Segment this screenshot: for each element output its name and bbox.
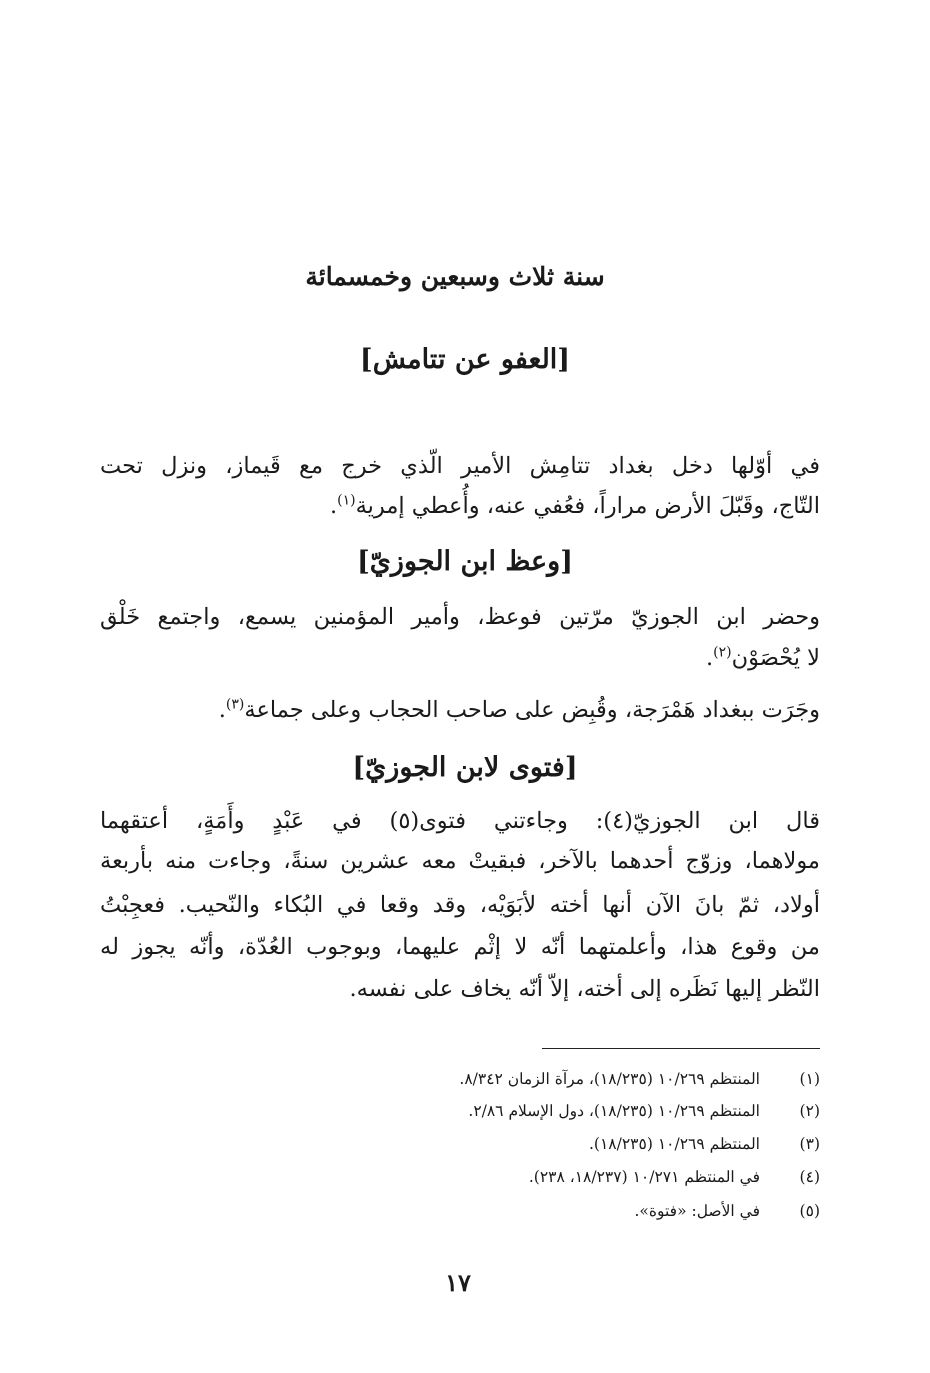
body-line: في أوّلها دخل بغداد تتامِش الأمير الّذي خرج مع قَيماز، ونزل تحت <box>100 453 820 479</box>
footnote-item <box>529 1168 820 1186</box>
body-line: قال ابن الجوزيّ(٤): وجاءتني فتوى(٥) في عَبْدٍ وأَمَةٍ، أعتقهما <box>100 808 820 834</box>
footnote-item <box>589 1135 820 1153</box>
body-line: مولاهما، وزوّج أحدهما بالآخر، فبقيتْ معه عشرين سنةً، وجاءت منه بأربعة <box>100 848 820 874</box>
footnote-number: (٤) <box>799 1168 820 1186</box>
footnote-text: المنتظم ١٠/٢٦٩ (١٨/٢٣٥)، دول الإسلام ٢/٨٦. <box>468 1102 760 1120</box>
section-heading-amnesty: [العفو عن تتامش] <box>359 344 571 375</box>
body-line: لا يُحْصَوْن$^{(٢)}$. <box>705 644 820 671</box>
footnote-number: (٢) <box>799 1102 820 1120</box>
footnote-item <box>634 1202 820 1220</box>
page-number: ١٧ <box>445 1268 471 1297</box>
footnote-text: في المنتظم ١٠/٢٧١ (١٨/٢٣٧، ٢٣٨). <box>528 1168 760 1186</box>
footnote-text: المنتظم ١٠/٢٦٩ (١٨/٢٣٥). <box>589 1135 760 1153</box>
footnote-item <box>468 1102 820 1120</box>
body-line: وجَرَت ببغداد هَمْرَجة، وقُبِض على صاحب الحجاب وعلى جماعة$^{(٣)}$. <box>218 696 820 723</box>
body-line: النّظر إليها نَظَره إلى أخته، إلاّ أنّه يخاف على نفسه. <box>349 976 820 1002</box>
footnote-divider <box>542 1048 820 1049</box>
footnote-number: (١) <box>799 1070 820 1088</box>
body-line: من وقوع هذا، وأعلمتهما أنّه لا إثْم عليهما، وبوجوب العُدّة، وأنّه يجوز له <box>100 934 820 960</box>
footnote-ref[interactable]: (٣) <box>225 696 245 713</box>
footnote-item <box>459 1070 820 1088</box>
body-line: أولاد، ثمّ بانَ الآن أنها أخته لأبَوَيْه، وقد وقعا في البُكاء والنّحيب. فعجِبْتُ <box>100 892 820 918</box>
footnote-ref[interactable]: (١) <box>337 492 356 509</box>
body-line: التّاج، وقَبّلَ الأرض مراراً، فعُفي عنه، وأُعطي إمرية$^{(١)}$. <box>329 492 820 519</box>
footnote-number: (٥) <box>799 1202 820 1220</box>
year-title: سنة ثلاث وسبعين وخمسمائة <box>305 262 605 291</box>
section-heading-fatwa: [فتوى لابن الجوزيّ] <box>352 752 578 783</box>
section-heading-sermon: [وعظ ابن الجوزيّ] <box>357 546 573 577</box>
footnote-text: في الأصل: «فتوة». <box>634 1202 760 1220</box>
footnote-ref[interactable]: (٢) <box>713 644 732 661</box>
footnote-number: (٣) <box>799 1135 820 1153</box>
footnote-text: المنتظم ١٠/٢٦٩ (١٨/٢٣٥)، مرآة الزمان ٨/٣٤٢. <box>459 1070 760 1088</box>
body-line: وحضر ابن الجوزيّ مرّتين فوعظ، وأمير المؤمنين يسمع، واجتمع خَلْق <box>100 604 820 630</box>
